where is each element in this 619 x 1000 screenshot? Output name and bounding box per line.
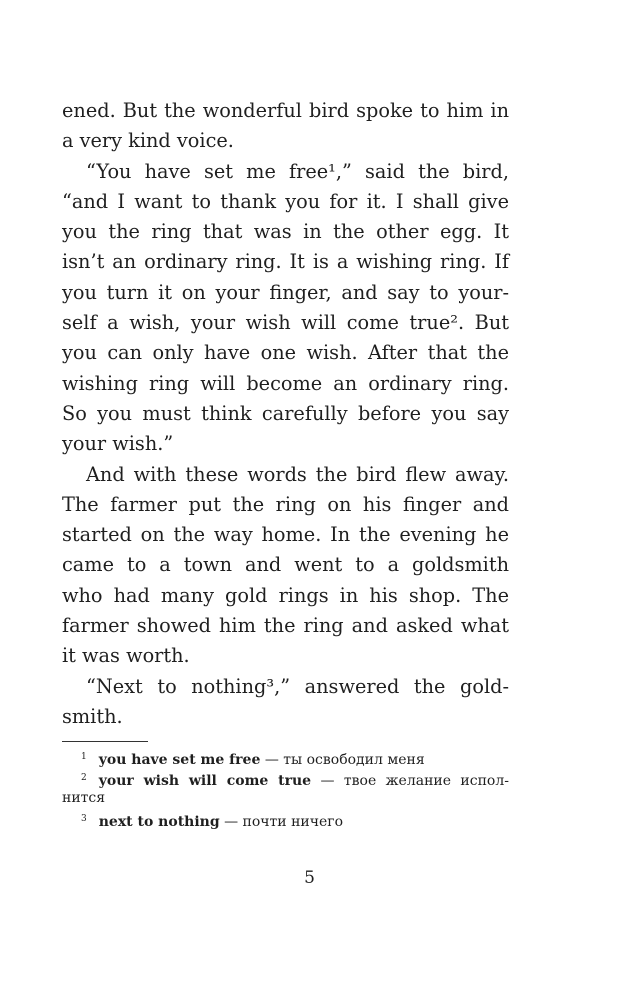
footnote — [62, 809, 509, 830]
footnote-term: next to nothing — [98, 814, 220, 831]
text-line: who had many gold rings in his shop. The — [62, 583, 509, 607]
footnote-divider — [62, 741, 148, 742]
text-line: wishing ring will become an ordinary ring. — [62, 371, 509, 395]
text-line: you turn it on your finger, and say to your- — [62, 280, 509, 304]
text-line: a very kind voice. — [62, 129, 234, 153]
text-line: The farmer put the ring on his finger and — [62, 492, 509, 516]
text-line: And with these words the bird flew away. — [86, 462, 509, 486]
text-line: self a wish, your wish will come true². But — [62, 311, 509, 335]
main-text — [62, 96, 509, 732]
text-line: you the ring that was in the other egg. It — [62, 220, 509, 244]
text-line: started on the way home. In the evening he — [62, 523, 509, 547]
text-line: ened. But the wonderful bird spoke to him in — [62, 99, 509, 122]
footnote-term: your wish will come true — [98, 772, 312, 789]
footnote-number: 3 — [81, 814, 87, 825]
text-line: smith. — [62, 704, 123, 728]
footnote-number: 1 — [81, 752, 87, 762]
text-line: you can only have one wish. After that the — [62, 341, 509, 365]
footnote — [62, 768, 509, 789]
footnote-number: 2 — [81, 772, 87, 783]
text-line: “and I want to thank you for it. I shall give — [62, 189, 509, 213]
footnote — [62, 747, 509, 768]
page-number: 5 — [304, 868, 315, 888]
text-line: “Next to nothing³,” answered the gold- — [86, 674, 509, 698]
text-line: it was worth. — [62, 644, 190, 668]
footnote-continuation: нится — [62, 790, 106, 807]
footnotes — [62, 747, 509, 830]
footnote-term: you have set me free — [98, 752, 261, 768]
text-line: “You have set me free¹,” said the bird, — [86, 159, 509, 183]
text-line: your wish.” — [62, 432, 174, 456]
footnote-translation: — почти ничего — [219, 814, 344, 831]
text-line: farmer showed him the ring and asked what — [62, 614, 509, 638]
text-line: came to a town and went to a goldsmith — [62, 553, 509, 577]
text-line: isn’t an ordinary ring. It is a wishing ring. If — [62, 250, 509, 274]
footnote-translation: — твое желание испол- — [311, 772, 509, 789]
text-line: So you must think carefully before you say — [62, 401, 509, 425]
footnote-translation: — ты освободил меня — [260, 752, 425, 768]
